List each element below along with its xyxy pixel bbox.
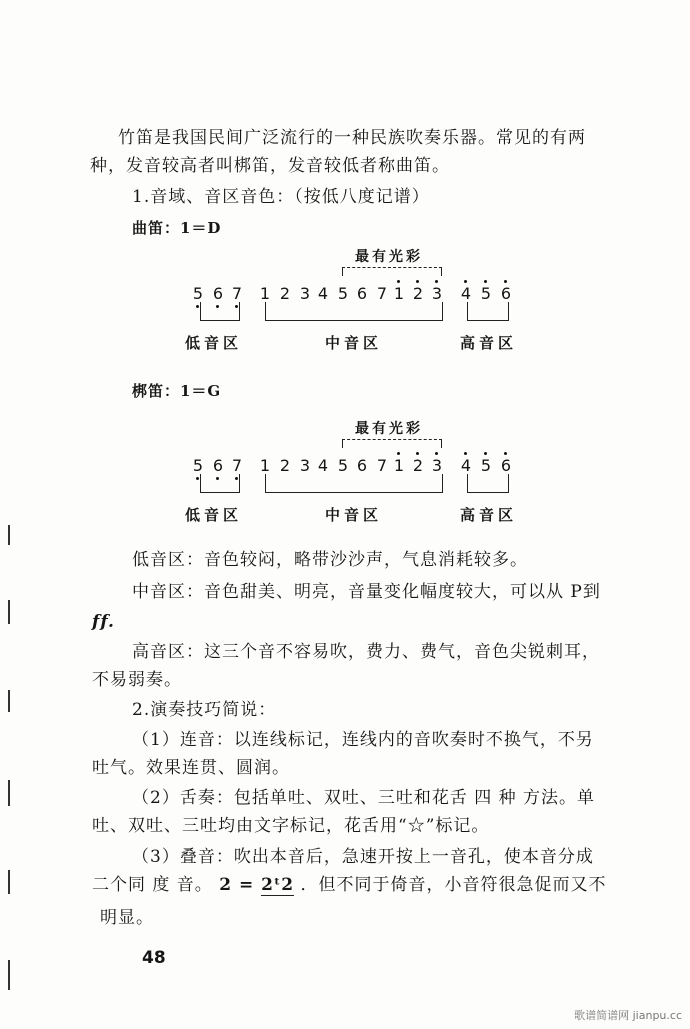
register-label: 低音区: [185, 506, 243, 524]
note-digit: 6: [356, 284, 368, 303]
note: [258, 284, 272, 303]
qudi-range-notation: [0, 246, 690, 376]
register-bracket: [200, 302, 240, 321]
section-2-heading: 2.演奏技巧简说：: [132, 700, 277, 720]
note-digit: 7: [231, 456, 243, 475]
note: [336, 284, 350, 303]
para-tonguing-1: （2）舌奏：包括单吐、双吐、三吐和花舌 四 种 方法。单: [132, 788, 596, 808]
overlap-formula-lhs: 2 =: [219, 875, 262, 895]
note-digit: 5: [337, 284, 349, 303]
watermark: 歌谱简谱网 jianpu.cc: [574, 1009, 682, 1022]
note: [392, 284, 406, 303]
octave-dot: [196, 477, 199, 480]
para-overlap-2: [92, 875, 607, 895]
register-label: 高音区: [460, 334, 518, 352]
note-digit: 2: [412, 284, 424, 303]
notation-title: 最有光彩: [355, 421, 423, 437]
para-legato-2: 吐气。效果连贯、圆润。: [92, 758, 290, 778]
note-digit: 3: [299, 284, 311, 303]
note-digit: 6: [212, 456, 224, 475]
register-bracket: [467, 302, 509, 321]
note: [298, 284, 312, 303]
para-mid-register-1: 中音区：音色甜美、明亮，音量变化幅度较大，可以从 P到: [132, 582, 601, 602]
octave-dot: [196, 305, 199, 308]
octave-dot: [464, 452, 467, 455]
register-label: 高音区: [460, 506, 518, 524]
para-mid-register-2: ff.: [92, 612, 115, 632]
para-overlap-3: 明显。: [100, 908, 154, 928]
octave-dot: [504, 280, 507, 283]
register-bracket: [467, 474, 509, 493]
octave-dot: [464, 280, 467, 283]
note: [430, 284, 444, 303]
notation-title: 最有光彩: [355, 249, 423, 265]
note: [336, 456, 350, 475]
note: [355, 456, 369, 475]
octave-dot: [435, 452, 438, 455]
note-digit: 2: [279, 456, 291, 475]
note-digit: 7: [231, 284, 243, 303]
register-label: 中音区: [325, 506, 383, 524]
note: [230, 456, 244, 475]
scan-edge-mark: [8, 870, 10, 894]
note-digit: 3: [431, 284, 443, 303]
note-digit: 5: [337, 456, 349, 475]
register-label: 中音区: [325, 334, 383, 352]
phrase-bracket: [342, 439, 442, 448]
para-high-register-2: 不易弱奏。: [92, 670, 182, 690]
note-digit: 6: [500, 456, 512, 475]
section-1-heading: 1.音域、音区音色：（按低八度记谱）: [132, 187, 430, 207]
octave-dot: [484, 452, 487, 455]
note: [355, 284, 369, 303]
para-overlap-1: （3）叠音：吹出本音后，急速开按上一音孔，使本音分成: [132, 847, 594, 867]
note-digit: 3: [299, 456, 311, 475]
intro-line-1: 竹笛是我国民间广泛流行的一种民族吹奏乐器。常见的有两: [118, 128, 586, 148]
note: [459, 456, 473, 475]
octave-dot: [397, 452, 400, 455]
para-low-register: 低音区：音色较闷，略带沙沙声，气息消耗较多。: [132, 550, 528, 570]
scan-edge-mark: [8, 525, 10, 545]
note: [411, 456, 425, 475]
octave-dot: [504, 452, 507, 455]
register-bracket: [200, 474, 240, 493]
note-digit: 6: [356, 456, 368, 475]
para-legato-1: （1）连音：以连线标记，连线内的音吹奏时不换气，不另: [132, 730, 594, 750]
octave-dot: [397, 280, 400, 283]
note: [479, 456, 493, 475]
note: [411, 284, 425, 303]
note-digit: 1: [393, 284, 405, 303]
scan-edge-mark: [8, 780, 10, 806]
scan-edge-mark: [8, 960, 10, 990]
note: [191, 284, 205, 303]
note: [499, 456, 513, 475]
note-digit: 4: [460, 284, 472, 303]
note-digit: 4: [317, 456, 329, 475]
note-digit: 1: [259, 456, 271, 475]
overlap-text-post: ．但不同于倚音，小音符很急促而又不: [300, 875, 607, 895]
octave-dot: [435, 280, 438, 283]
octave-dot: [484, 280, 487, 283]
note-digit: 5: [480, 456, 492, 475]
note: [459, 284, 473, 303]
note: [211, 284, 225, 303]
note-digit: 4: [317, 284, 329, 303]
note: [375, 284, 389, 303]
note-digit: 2: [279, 284, 291, 303]
note: [479, 284, 493, 303]
bangdi-key-label: 梆笛：1＝G: [132, 382, 222, 400]
note: [211, 456, 225, 475]
note: [316, 456, 330, 475]
overlap-text-pre: 二个同 度 音。: [92, 875, 213, 895]
note-digit: 6: [212, 284, 224, 303]
qudi-key-label: 曲笛：1＝D: [132, 219, 222, 237]
note-digit: 5: [192, 284, 204, 303]
register-bracket: [265, 302, 443, 321]
register-bracket: [265, 474, 443, 493]
note: [258, 456, 272, 475]
scan-edge-mark: [8, 600, 10, 624]
note-digit: 5: [480, 284, 492, 303]
note-digit: 2: [412, 456, 424, 475]
phrase-bracket: [342, 267, 442, 276]
note: [316, 284, 330, 303]
octave-dot: [416, 280, 419, 283]
note-digit: 1: [393, 456, 405, 475]
note: [278, 456, 292, 475]
note: [375, 456, 389, 475]
page-number: 48: [142, 948, 166, 968]
octave-dot: [416, 452, 419, 455]
para-high-register-1: 高音区：这三个音不容易吹，费力、费气，音色尖锐刺耳，: [132, 642, 600, 662]
note-digit: 7: [376, 284, 388, 303]
note: [191, 456, 205, 475]
note-digit: 7: [376, 456, 388, 475]
note-digit: 4: [460, 456, 472, 475]
note-digit: 1: [259, 284, 271, 303]
note-digit: 5: [192, 456, 204, 475]
register-label: 低音区: [185, 334, 243, 352]
para-tonguing-2: 吐、双吐、三吐均由文字标记，花舌用“☆”标记。: [92, 816, 490, 836]
note-digit: 3: [431, 456, 443, 475]
intro-line-2: 种，发音较高者叫梆笛，发音较低者称曲笛。: [90, 156, 450, 176]
note: [278, 284, 292, 303]
scan-edge-mark: [8, 690, 10, 712]
note: [230, 284, 244, 303]
bangdi-range-notation: [0, 418, 690, 548]
overlap-formula-rhs: 2ᵗ2: [261, 875, 295, 895]
note: [499, 284, 513, 303]
note: [430, 456, 444, 475]
note: [392, 456, 406, 475]
note-digit: 6: [500, 284, 512, 303]
note: [298, 456, 312, 475]
